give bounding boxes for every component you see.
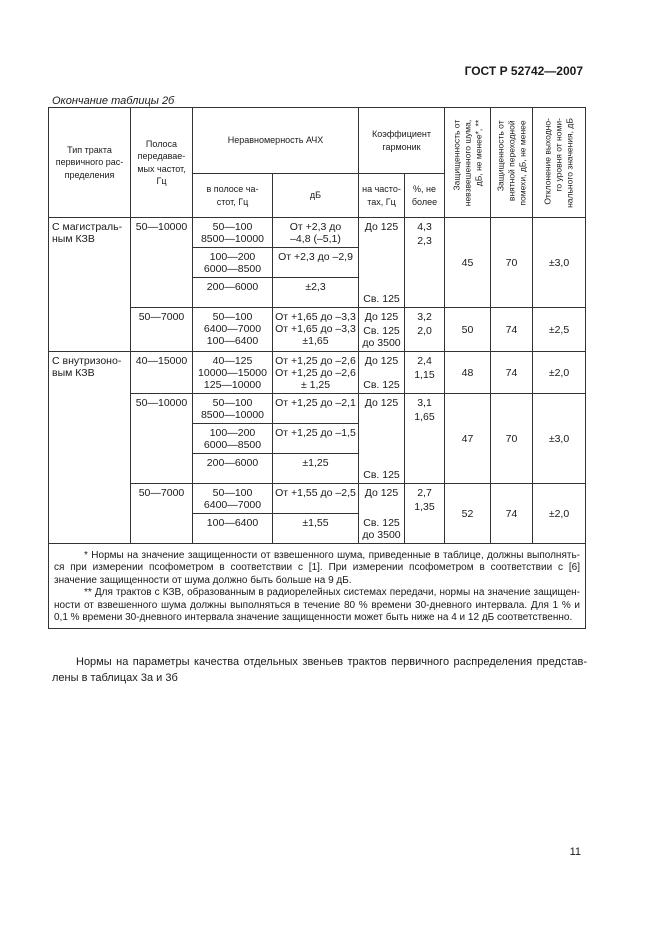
header-db bbox=[273, 174, 359, 218]
db-cell bbox=[273, 454, 359, 484]
path-type-line: С магистраль- bbox=[52, 221, 123, 233]
harm-freq-cell bbox=[359, 484, 405, 544]
protection-interference-cell-value: 74 bbox=[505, 366, 518, 379]
harm-freq-cell bbox=[359, 352, 405, 394]
header-protection-noise-line: Защищенность от bbox=[451, 119, 461, 190]
header-harm-freq-line: на часто- bbox=[362, 184, 401, 194]
table-row bbox=[49, 352, 586, 394]
db-value: От +1,65 до –3,3 bbox=[275, 323, 356, 335]
freq-range: 100—200 bbox=[209, 427, 256, 439]
freq-range-cell bbox=[193, 278, 273, 308]
harm-freq: До 125 bbox=[364, 397, 399, 409]
db-value: От +2,3 до –2,9 bbox=[278, 251, 353, 263]
freq-range: 6400—7000 bbox=[203, 323, 262, 335]
header-freq-band-line: стот, Гц bbox=[216, 196, 249, 207]
freq-range-cell bbox=[193, 514, 273, 544]
header-harmonics-line: гармоник bbox=[382, 141, 421, 152]
protection-interference-cell bbox=[491, 218, 533, 308]
header-afr bbox=[193, 108, 359, 174]
header-protection-noise-line: дБ, не менее*, ** bbox=[473, 119, 483, 186]
db-value: От +1,65 до –3,3 bbox=[275, 311, 356, 323]
db-cell bbox=[273, 484, 359, 514]
freq-range: 8500—10000 bbox=[200, 409, 265, 421]
harm-freq: До 125 bbox=[364, 311, 399, 323]
harm-freq: Св. 125 до 3500 bbox=[362, 517, 401, 541]
freq-range-cell bbox=[193, 218, 273, 248]
freq-range: 50—100 bbox=[212, 221, 253, 233]
footnotes-row bbox=[49, 544, 586, 629]
db-value: От +1,25 до –1,5 bbox=[275, 427, 356, 439]
freq-range-cell bbox=[193, 308, 273, 352]
db-cell bbox=[273, 248, 359, 278]
db-value: ±1,25 bbox=[302, 457, 329, 469]
level-deviation-cell-value: ±3,0 bbox=[548, 256, 570, 269]
header-protection-interference-line: помехи, дБ, не менее bbox=[517, 119, 527, 206]
table-body bbox=[49, 108, 586, 629]
header-protection-interference-text bbox=[495, 120, 528, 205]
level-deviation-cell-value: ±2,0 bbox=[548, 507, 570, 520]
header-level-deviation-text bbox=[543, 118, 576, 208]
protection-interference-cell bbox=[491, 394, 533, 484]
body-paragraph: Нормы на параметры качества отдельных звеньев трактов первичного распределения представ-лены в таблицах 3а и 3б bbox=[52, 656, 587, 684]
freq-range-cell bbox=[193, 454, 273, 484]
path-type-line: С внутризоно- bbox=[52, 355, 122, 367]
header-band-line: передавае- bbox=[137, 151, 186, 161]
harm-freq: Св. 125 bbox=[363, 379, 400, 391]
harm-freq: До 125 bbox=[364, 487, 399, 499]
harm-pct-stack bbox=[405, 311, 444, 339]
freq-range-cell bbox=[193, 484, 273, 514]
header-protection-interference-line: Защищенность от bbox=[495, 119, 505, 191]
header-band-line: мых частот, bbox=[137, 163, 186, 174]
freq-range: 40—125 bbox=[212, 355, 253, 367]
header-protection-noise bbox=[445, 108, 491, 218]
header-path-type bbox=[49, 108, 131, 218]
harm-pct-stack bbox=[405, 397, 444, 425]
freq-range: 6000—8500 bbox=[203, 439, 262, 451]
header-protection-interference-line: внятной переходной bbox=[506, 119, 516, 201]
harm-freq: Св. 125 до 3500 bbox=[362, 325, 401, 349]
db-cell bbox=[273, 352, 359, 394]
protection-interference-cell-value: 74 bbox=[505, 507, 518, 520]
harm-pct: 3,2 bbox=[417, 311, 432, 323]
header-protection-noise-text bbox=[451, 119, 484, 205]
harm-pct-cell bbox=[405, 484, 445, 544]
header-db-line: дБ bbox=[309, 190, 322, 201]
standard-number: ГОСТ Р 52742—2007 bbox=[464, 64, 583, 78]
harm-pct: 2,7 bbox=[417, 487, 432, 499]
table-caption: Окончание таблицы 2б bbox=[52, 95, 175, 107]
header-level-deviation-line: нального значения, дБ bbox=[564, 117, 575, 208]
level-deviation-cell bbox=[533, 484, 586, 544]
protection-noise-cell-value: 52 bbox=[461, 507, 474, 520]
header-path-type-line: первичного рас- bbox=[55, 157, 124, 168]
harm-freq-stack bbox=[359, 221, 404, 307]
path-type-line: вым КЗВ bbox=[52, 367, 95, 379]
band-value: 50—7000 bbox=[138, 487, 185, 499]
db-cell bbox=[273, 308, 359, 352]
harm-pct-cell bbox=[405, 394, 445, 484]
harm-pct-stack bbox=[405, 221, 444, 249]
protection-noise-cell bbox=[445, 394, 491, 484]
harm-freq-stack bbox=[359, 355, 404, 393]
header-row bbox=[49, 108, 586, 174]
path-type-line: ным КЗВ bbox=[52, 233, 95, 245]
freq-range: 50—100 bbox=[212, 487, 253, 499]
protection-noise-cell bbox=[445, 352, 491, 394]
harm-pct: 1,35 bbox=[414, 501, 435, 513]
freq-range: 6000—8500 bbox=[203, 263, 262, 275]
band-value: 50—7000 bbox=[138, 311, 185, 323]
freq-range-cell bbox=[193, 394, 273, 424]
header-harm-pct bbox=[405, 174, 445, 218]
harm-pct: 2,3 bbox=[417, 235, 432, 247]
header-harm-pct-line: более bbox=[411, 196, 438, 207]
band-cell bbox=[131, 352, 193, 394]
norms-table bbox=[48, 107, 586, 629]
harm-freq-stack bbox=[359, 487, 404, 543]
harm-freq-stack bbox=[359, 397, 404, 483]
db-value: –4,8 (–5,1) bbox=[290, 233, 341, 245]
level-deviation-cell bbox=[533, 308, 586, 352]
level-deviation-cell bbox=[533, 352, 586, 394]
freq-range: 8500—10000 bbox=[200, 233, 265, 245]
footnotes-cell bbox=[49, 544, 586, 629]
freq-range-cell bbox=[193, 248, 273, 278]
header-path-type-line: пределения bbox=[64, 169, 115, 180]
db-cell bbox=[273, 424, 359, 454]
harm-pct: 1,15 bbox=[414, 369, 435, 381]
harm-freq-cell bbox=[359, 308, 405, 352]
db-value: ±2,3 bbox=[305, 281, 326, 293]
table-container bbox=[48, 107, 585, 629]
db-value: ±1,55 bbox=[302, 517, 329, 529]
header-band bbox=[131, 108, 193, 218]
header-protection-noise-line: невзвешенного шума, bbox=[462, 119, 472, 206]
level-deviation-cell bbox=[533, 218, 586, 308]
header-harm-freq-line: тах, Гц bbox=[367, 196, 396, 207]
protection-noise-cell-value: 45 bbox=[461, 256, 474, 269]
db-value: От +1,25 до –2,6 bbox=[275, 367, 356, 379]
protection-noise-cell bbox=[445, 218, 491, 308]
harm-freq-cell bbox=[359, 394, 405, 484]
level-deviation-cell-value: ±3,0 bbox=[548, 432, 570, 445]
header-harm-pct-line: %, не bbox=[413, 184, 436, 194]
band-value: 50—10000 bbox=[135, 221, 188, 233]
band-value: 40—15000 bbox=[135, 355, 188, 367]
header-harmonics bbox=[359, 108, 445, 174]
header-level-deviation bbox=[533, 108, 586, 218]
harm-freq-stack bbox=[359, 311, 404, 351]
harm-pct: 4,3 bbox=[417, 221, 432, 233]
harm-pct-cell bbox=[405, 218, 445, 308]
protection-noise-cell-value: 47 bbox=[461, 432, 474, 445]
harm-freq: Св. 125 bbox=[363, 469, 400, 481]
band-cell bbox=[131, 394, 193, 484]
footnote: ** Для трактов с КЗВ, образованным в радиорелейных системах передачи, нормы на значение защищен-ности от взвешенного шума должны выполняться в течение 80 % времени 30-дневного интервала. Для 1 % и 0,1 % времени 30-дневного интервала значение защищенности может быть ниже на 4 и 12 дБ соответственно. bbox=[54, 587, 580, 624]
freq-range: 100—200 bbox=[209, 251, 256, 263]
header-freq-band-line: в полосе ча- bbox=[206, 184, 259, 194]
header-level-deviation-line: Отклонение выходно- bbox=[542, 117, 553, 205]
header-band-line: Гц bbox=[156, 176, 167, 186]
protection-noise-cell-value: 50 bbox=[461, 323, 474, 336]
freq-range: 200—6000 bbox=[206, 457, 259, 469]
db-value: ±1,65 bbox=[302, 335, 329, 347]
header-protection-interference bbox=[491, 108, 533, 218]
harm-pct: 2,0 bbox=[417, 325, 432, 337]
db-cell bbox=[273, 278, 359, 308]
band-cell bbox=[131, 484, 193, 544]
harm-pct-stack bbox=[405, 487, 444, 515]
db-cell bbox=[273, 514, 359, 544]
protection-interference-cell bbox=[491, 352, 533, 394]
protection-noise-cell bbox=[445, 308, 491, 352]
header-harmonics-line: Коэффициент bbox=[372, 129, 431, 139]
header-level-deviation-line: го уровня от номи- bbox=[553, 117, 564, 192]
db-value: От +2,3 до bbox=[289, 221, 342, 233]
protection-interference-cell-value: 70 bbox=[505, 432, 518, 445]
header-afr-line: Неравномерность АЧХ bbox=[227, 135, 324, 146]
db-value: От +1,55 до –2,5 bbox=[275, 487, 356, 499]
harm-freq: До 125 bbox=[364, 355, 399, 367]
harm-pct-stack bbox=[405, 355, 444, 383]
db-value: От +1,25 до –2,1 bbox=[275, 397, 356, 409]
header-freq-band bbox=[193, 174, 273, 218]
freq-range: 6400—7000 bbox=[203, 499, 262, 511]
harm-pct-cell bbox=[405, 352, 445, 394]
header-path-type-line: Тип тракта bbox=[67, 144, 112, 155]
freq-range: 200—6000 bbox=[206, 281, 259, 293]
table-row bbox=[49, 218, 586, 248]
protection-interference-cell bbox=[491, 308, 533, 352]
harm-pct: 2,4 bbox=[417, 355, 432, 367]
harm-pct-cell bbox=[405, 308, 445, 352]
protection-interference-cell-value: 74 bbox=[505, 323, 518, 336]
freq-range: 50—100 bbox=[212, 311, 253, 323]
band-value: 50—10000 bbox=[135, 397, 188, 409]
path-type-cell bbox=[49, 218, 131, 352]
freq-range-cell bbox=[193, 424, 273, 454]
db-value: ± 1,25 bbox=[300, 379, 331, 391]
harm-freq: Св. 125 bbox=[363, 293, 400, 305]
freq-range: 10000—15000 bbox=[198, 367, 267, 379]
harm-pct: 1,65 bbox=[414, 411, 435, 423]
header-band-line: Полоса bbox=[145, 138, 178, 149]
level-deviation-cell-value: ±2,0 bbox=[548, 366, 570, 379]
db-cell bbox=[273, 394, 359, 424]
freq-range-cell bbox=[193, 352, 273, 394]
freq-range: 100—6400 bbox=[206, 335, 259, 347]
freq-range: 50—100 bbox=[212, 397, 253, 409]
level-deviation-cell bbox=[533, 394, 586, 484]
freq-range: 125—10000 bbox=[203, 379, 262, 391]
path-type-cell bbox=[49, 352, 131, 544]
protection-noise-cell bbox=[445, 484, 491, 544]
db-value: От +1,25 до –2,6 bbox=[275, 355, 356, 367]
page-number: 11 bbox=[569, 846, 581, 858]
band-cell bbox=[131, 218, 193, 308]
protection-noise-cell-value: 48 bbox=[461, 366, 474, 379]
db-cell bbox=[273, 218, 359, 248]
freq-range: 100—6400 bbox=[206, 517, 259, 529]
protection-interference-cell bbox=[491, 484, 533, 544]
harm-pct: 3,1 bbox=[417, 397, 432, 409]
header-harm-freq bbox=[359, 174, 405, 218]
harm-freq: До 125 bbox=[364, 221, 399, 233]
level-deviation-cell-value: ±2,5 bbox=[548, 323, 570, 336]
band-cell bbox=[131, 308, 193, 352]
protection-interference-cell-value: 70 bbox=[505, 256, 518, 269]
harm-freq-cell bbox=[359, 218, 405, 308]
footnote: * Нормы на значение защищенности от взвешенного шума, приведенные в таблице, должны выполнять-ся при измерении псофометром в соответствии с [1]. При измерении псофометром в соответствии с [6] значение защищенности от шума должно быть больше на 9 дБ. bbox=[54, 550, 580, 586]
